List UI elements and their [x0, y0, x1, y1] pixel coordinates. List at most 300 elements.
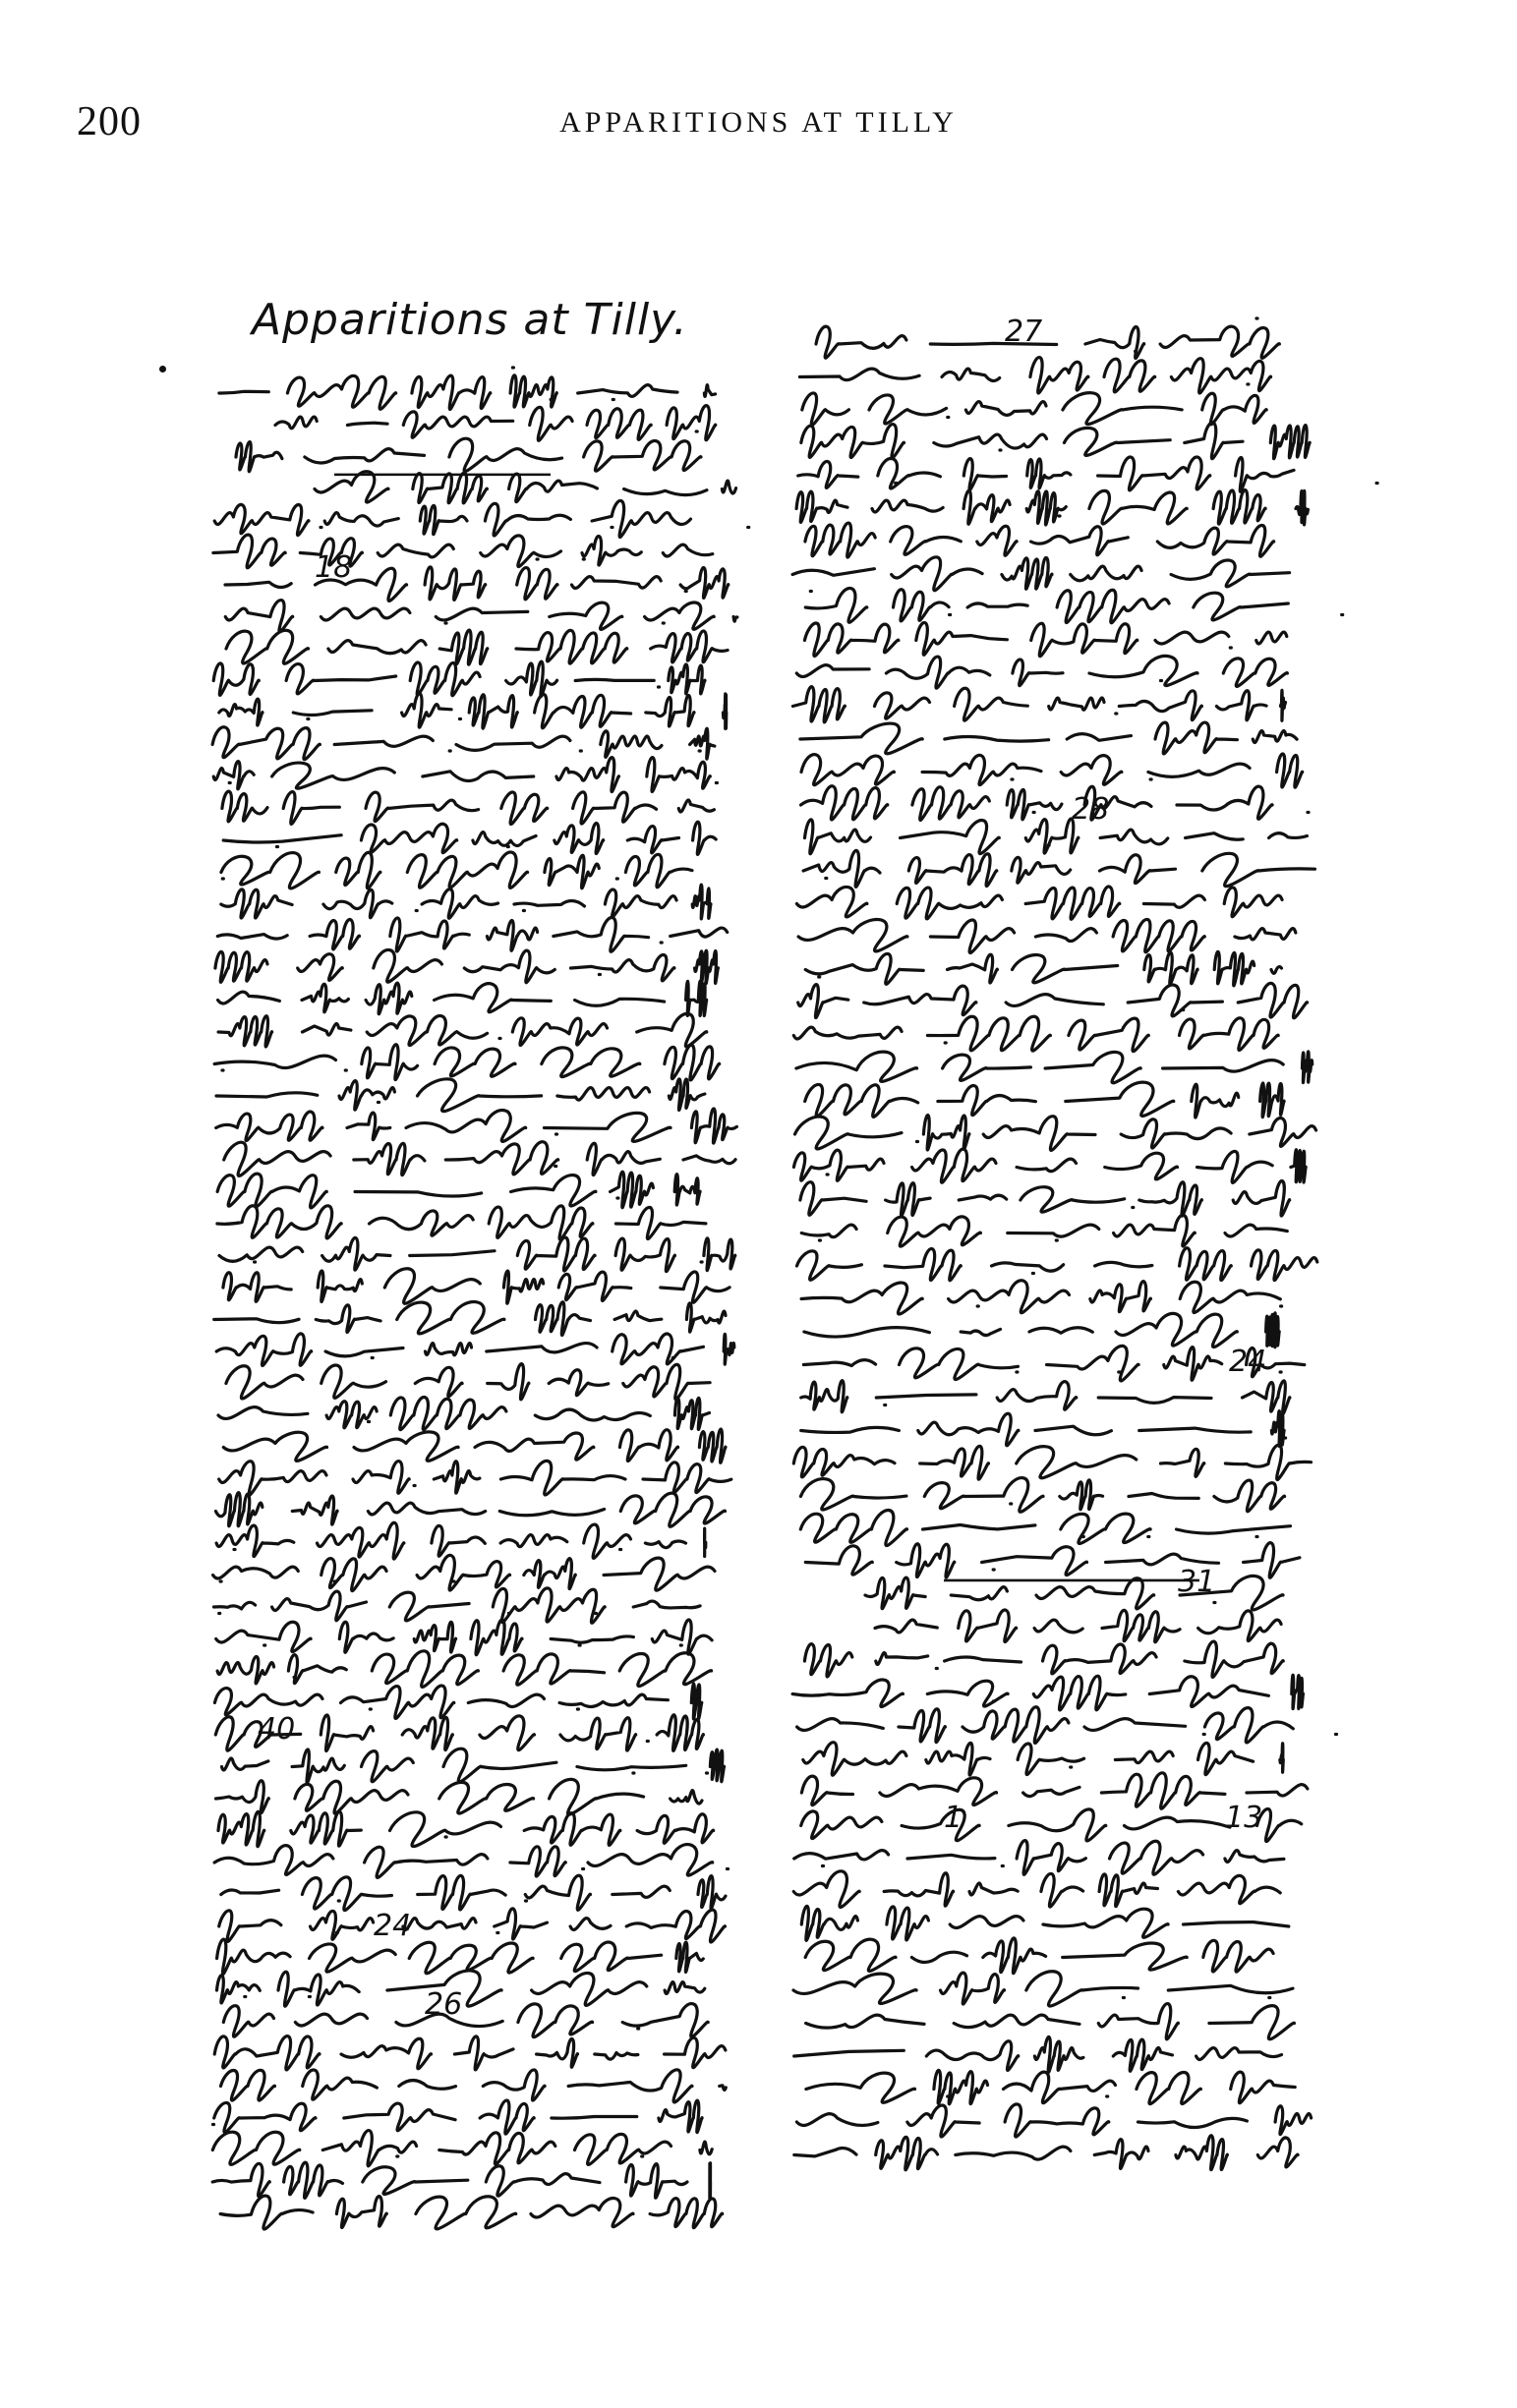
cipher-word — [1185, 1641, 1283, 1677]
cipher-word — [1252, 1250, 1317, 1281]
cipher-word — [615, 1207, 706, 1238]
cipher-word — [545, 855, 599, 888]
cipher-word — [676, 1942, 704, 1972]
cipher-word — [897, 1544, 955, 1577]
cipher-word — [1269, 833, 1308, 838]
cipher-word — [1197, 1151, 1273, 1182]
cipher-word — [1194, 593, 1289, 620]
cipher-word — [321, 1365, 386, 1398]
cipher-word — [695, 950, 719, 984]
cipher-word — [551, 1636, 633, 1642]
cipher-word — [601, 731, 662, 758]
cipher-word — [888, 1217, 981, 1246]
cipher-word — [793, 1871, 859, 1908]
cipher-word — [292, 1496, 337, 1524]
cipher-word — [412, 375, 491, 409]
cipher-word — [584, 1524, 631, 1558]
cipher-word — [390, 1398, 506, 1430]
cipher-word — [236, 442, 282, 472]
cipher-word — [1063, 393, 1182, 425]
entry-number-right-1: 27 — [1005, 315, 1043, 349]
cipher-word — [1104, 359, 1155, 392]
cipher-word — [1178, 1875, 1280, 1903]
cipher-word — [625, 854, 692, 887]
cipher-word — [311, 1911, 374, 1939]
cipher-word — [218, 1407, 308, 1419]
cipher-word — [1257, 1809, 1302, 1842]
cipher-word — [887, 1907, 929, 1940]
cipher-word — [800, 1479, 906, 1510]
cipher-word — [1116, 1313, 1237, 1347]
cipher-word — [414, 1622, 455, 1652]
cipher-word — [1008, 1225, 1099, 1236]
cipher-word — [423, 772, 534, 781]
cipher-word — [1277, 754, 1303, 787]
cipher-word — [792, 569, 874, 576]
cipher-word — [1236, 458, 1294, 492]
cipher-word — [945, 1657, 1021, 1662]
cipher-word — [643, 1462, 731, 1493]
cipher-word — [1260, 1083, 1285, 1118]
cipher-word — [1143, 895, 1204, 907]
cipher-word — [798, 985, 848, 1018]
cipher-word — [406, 1111, 526, 1142]
cipher-word — [897, 888, 1002, 919]
cipher-word — [651, 631, 728, 662]
cipher-word — [796, 2114, 878, 2126]
cipher-word — [215, 1493, 263, 1526]
cipher-word — [218, 1016, 272, 1047]
cipher-word — [1043, 1644, 1157, 1674]
cipher-word — [420, 505, 467, 534]
cipher-word — [1034, 1620, 1082, 1633]
cipher-word — [1121, 1119, 1231, 1148]
cipher-word — [1026, 1972, 1138, 2006]
cipher-word — [434, 1462, 480, 1493]
cipher-word — [535, 695, 631, 728]
cipher-word — [221, 889, 292, 918]
cipher-word — [213, 762, 254, 789]
cipher-word — [487, 920, 537, 950]
cipher-word — [875, 1620, 937, 1633]
cipher-word — [402, 1717, 452, 1749]
cipher-word — [1271, 967, 1282, 974]
cipher-word — [1012, 857, 1071, 883]
cipher-word — [613, 1886, 671, 1897]
cipher-word — [686, 1303, 726, 1332]
cipher-word — [489, 1206, 593, 1239]
cipher-word — [595, 2053, 638, 2060]
cipher-word — [665, 1045, 720, 1080]
cipher-word — [456, 736, 570, 750]
cipher-word — [869, 395, 947, 424]
cipher-word — [425, 567, 486, 601]
cipher-word — [365, 1847, 488, 1877]
cipher-word — [410, 662, 480, 696]
cipher-word — [272, 1591, 367, 1621]
cipher-word — [902, 1809, 979, 1840]
cipher-word — [801, 1906, 857, 1940]
cipher-word — [302, 984, 348, 1012]
cipher-word — [432, 1525, 485, 1556]
cipher-word — [321, 1559, 386, 1591]
cipher-word — [1238, 983, 1307, 1017]
cipher-word — [801, 1283, 922, 1314]
cipher-word — [288, 1655, 346, 1684]
cipher-word — [217, 935, 287, 939]
cipher-word — [959, 1195, 1007, 1200]
cipher-word — [212, 2163, 269, 2196]
cipher-word — [693, 822, 717, 854]
cipher-word — [480, 2100, 534, 2134]
cipher-word — [908, 854, 997, 887]
cipher-word — [798, 462, 858, 488]
cipher-word — [221, 853, 320, 889]
cipher-word — [561, 1942, 662, 1972]
cipher-word — [212, 727, 320, 760]
cipher-word — [372, 1651, 478, 1688]
cipher-word — [573, 792, 657, 824]
cipher-word — [671, 928, 728, 937]
cipher-word — [650, 2199, 723, 2228]
cipher-word — [212, 2132, 299, 2164]
cipher-word — [1035, 929, 1096, 942]
cipher-word — [286, 664, 396, 694]
cipher-word — [1250, 1118, 1316, 1147]
cipher-word — [226, 1366, 303, 1399]
cipher-word — [892, 557, 982, 591]
cipher-word — [486, 2166, 600, 2196]
cipher-word — [422, 889, 498, 919]
cipher-word — [959, 1610, 1017, 1641]
cipher-word — [220, 2196, 313, 2229]
cipher-word — [615, 1238, 674, 1272]
cipher-word — [1303, 1052, 1313, 1083]
cipher-word — [678, 800, 714, 812]
cipher-word — [722, 481, 735, 493]
cipher-word — [1129, 1494, 1198, 1499]
cipher-word — [795, 1117, 903, 1149]
cipher-word — [804, 1328, 930, 1337]
cipher-word — [324, 513, 398, 526]
cipher-word — [298, 954, 343, 981]
cipher-word — [336, 852, 380, 888]
cipher-word — [710, 2163, 711, 2199]
cipher-word — [550, 602, 622, 629]
cipher-word — [1180, 1282, 1280, 1312]
cipher-word — [1106, 1554, 1219, 1565]
cipher-word — [384, 1269, 480, 1304]
cipher-word — [659, 2100, 702, 2132]
cipher-word — [956, 2147, 1071, 2159]
cipher-word — [1009, 1809, 1106, 1841]
cipher-word — [796, 887, 867, 916]
cipher-word — [912, 1149, 996, 1182]
cipher-word — [1209, 2006, 1295, 2039]
cipher-word — [1063, 1943, 1188, 1970]
cipher-word — [876, 1395, 976, 1398]
cipher-word — [705, 1528, 706, 1556]
cipher-word — [416, 2197, 516, 2229]
cipher-word — [587, 1143, 660, 1175]
cipher-word — [1017, 1841, 1085, 1875]
cipher-word — [1064, 428, 1170, 455]
cipher-word — [481, 536, 561, 567]
cipher-word — [983, 1938, 1046, 1974]
cipher-word — [1202, 853, 1315, 886]
cipher-word — [316, 1305, 380, 1333]
cipher-word — [407, 852, 527, 888]
cipher-word — [390, 1812, 501, 1847]
cipher-word — [963, 1707, 1069, 1744]
cipher-word — [322, 1237, 390, 1270]
cipher-word — [318, 1271, 362, 1301]
cipher-word — [217, 1976, 261, 2003]
cipher-word — [464, 950, 554, 983]
cipher-word — [223, 2006, 273, 2036]
cipher-word — [674, 1175, 700, 1205]
cipher-word — [483, 2070, 545, 2100]
cipher-word — [503, 1654, 604, 1685]
cipher-word — [982, 1547, 1087, 1576]
cipher-word — [524, 1559, 576, 1589]
cipher-word — [559, 1694, 668, 1706]
cipher-word — [341, 1686, 454, 1718]
cipher-word — [366, 792, 479, 821]
cipher-word — [370, 1211, 474, 1235]
cipher-word — [690, 728, 715, 759]
cipher-word — [347, 1113, 390, 1140]
cipher-word — [934, 434, 1047, 448]
cipher-word — [1186, 833, 1244, 840]
cipher-word — [368, 1503, 485, 1515]
cipher-word — [665, 1982, 705, 1994]
cipher-word — [570, 1919, 611, 1930]
cipher-word — [1155, 632, 1229, 644]
cipher-word — [622, 2004, 708, 2037]
cipher-word — [691, 1109, 736, 1143]
cipher-word — [517, 568, 557, 600]
cipher-word — [1018, 1744, 1084, 1775]
cipher-word — [217, 1656, 274, 1683]
cipher-word — [885, 1249, 961, 1281]
cipher-word — [710, 1749, 724, 1782]
cipher-word — [292, 1749, 344, 1783]
cipher-word — [575, 679, 654, 680]
cipher-word — [568, 2070, 692, 2102]
entry-number-right-3: 24 — [1229, 1345, 1267, 1379]
cipher-word — [698, 1876, 726, 1909]
cipher-word — [367, 1016, 487, 1046]
cipher-word — [556, 758, 619, 792]
cipher-word — [1266, 1313, 1280, 1347]
cipher-word — [1060, 1480, 1103, 1510]
cipher-word — [575, 2134, 671, 2164]
left-column-cipher-text — [206, 364, 757, 2261]
cipher-word — [1036, 1578, 1154, 1609]
cipher-word — [397, 1302, 504, 1334]
cipher-word — [667, 406, 716, 440]
cipher-word — [1114, 1215, 1196, 1246]
cipher-word — [295, 1781, 408, 1813]
cipher-word — [577, 1765, 686, 1770]
cipher-word — [1125, 1817, 1231, 1829]
cipher-word — [605, 889, 676, 917]
cipher-word — [222, 1758, 268, 1770]
cipher-word — [1099, 1874, 1157, 1907]
cipher-word — [1067, 734, 1131, 741]
cipher-word — [1139, 1182, 1202, 1216]
cipher-word — [796, 1052, 917, 1081]
cipher-word — [435, 1048, 515, 1076]
cipher-word — [499, 1510, 604, 1516]
cipher-word — [1177, 786, 1272, 819]
cipher-word — [930, 920, 1014, 952]
cipher-word — [216, 1112, 322, 1141]
cipher-word — [797, 1251, 862, 1280]
cipher-word — [443, 1749, 556, 1782]
cipher-word — [293, 711, 372, 716]
cipher-word — [1213, 490, 1265, 525]
cipher-word — [1045, 1052, 1140, 1082]
cipher-word — [907, 2105, 979, 2137]
cipher-word — [800, 1510, 906, 1545]
cipher-word — [524, 1813, 620, 1846]
cipher-word — [321, 1715, 373, 1751]
cipher-word — [816, 326, 906, 358]
cipher-word — [353, 1462, 409, 1494]
cipher-word — [506, 661, 557, 697]
cipher-word — [1128, 985, 1222, 1016]
cipher-word — [1017, 1159, 1076, 1172]
cipher-word — [510, 375, 556, 407]
cipher-word — [1155, 722, 1237, 754]
cipher-word — [549, 1370, 609, 1396]
cipher-word — [801, 1225, 856, 1237]
cipher-word — [1157, 526, 1273, 557]
cipher-word — [961, 1329, 1000, 1335]
cipher-word — [1005, 2104, 1109, 2137]
cipher-word — [1235, 929, 1296, 940]
cipher-word — [216, 1093, 318, 1097]
cipher-word — [1202, 393, 1267, 425]
cipher-word — [284, 2162, 343, 2198]
cipher-word — [704, 1238, 735, 1271]
cipher-word — [801, 786, 888, 820]
cipher-word — [417, 1555, 509, 1590]
cipher-word — [924, 1478, 1043, 1513]
cipher-word — [627, 827, 678, 853]
cipher-word — [880, 1778, 997, 1806]
cipher-word — [611, 1172, 654, 1207]
cipher-word — [469, 695, 517, 728]
cipher-word — [793, 1027, 902, 1039]
cipher-word — [485, 503, 570, 536]
cipher-word — [801, 1427, 900, 1432]
cipher-word — [449, 438, 562, 471]
cipher-word — [219, 1247, 303, 1261]
cipher-word — [344, 2103, 455, 2131]
cipher-word — [1244, 1543, 1300, 1578]
cipher-word — [354, 1143, 425, 1175]
cipher-word — [571, 955, 674, 981]
cipher-word — [216, 1334, 312, 1365]
cipher-word — [899, 1709, 945, 1743]
cipher-word — [435, 984, 552, 1012]
cipher-word — [287, 375, 395, 409]
cipher-word — [545, 1113, 671, 1141]
cipher-word — [510, 1847, 565, 1876]
cipher-word — [1101, 1773, 1225, 1808]
cipher-word — [1171, 560, 1290, 587]
cipher-word — [1160, 326, 1279, 358]
cipher-word — [1163, 1061, 1284, 1072]
cipher-word — [403, 1919, 476, 1930]
cipher-word — [347, 423, 387, 425]
cipher-word — [1002, 557, 1052, 589]
cipher-word — [623, 1364, 710, 1399]
entry-number-left-3: 24 — [374, 1909, 412, 1943]
cipher-word — [334, 736, 433, 746]
cipher-word — [792, 687, 845, 722]
cipher-word — [806, 2073, 915, 2102]
cipher-word — [1177, 1526, 1291, 1533]
cipher-word — [390, 918, 470, 951]
cipher-word — [797, 1719, 884, 1731]
cipher-word — [865, 1577, 925, 1609]
cipher-word — [323, 889, 392, 917]
cipher-word — [669, 664, 705, 694]
cipher-word — [624, 489, 707, 495]
cipher-word — [955, 688, 1028, 720]
cipher-word — [1085, 327, 1144, 359]
cipher-word — [1257, 2138, 1298, 2167]
cipher-word — [219, 699, 263, 725]
cipher-word — [415, 1367, 462, 1396]
cipher-word — [410, 1251, 495, 1256]
cipher-word — [339, 1622, 393, 1652]
cipher-word — [1171, 359, 1270, 393]
cipher-word — [445, 1142, 557, 1175]
cipher-word — [413, 473, 488, 503]
cipher-word — [1004, 2072, 1116, 2103]
cipher-word — [945, 737, 1049, 742]
cipher-word — [796, 491, 847, 522]
cipher-word — [620, 1493, 725, 1526]
cipher-word — [1098, 457, 1210, 490]
cipher-word — [341, 2038, 432, 2069]
cipher-word — [221, 2070, 275, 2100]
cipher-word — [916, 622, 1008, 655]
cipher-word — [1233, 1181, 1290, 1217]
cipher-word — [493, 1588, 605, 1623]
cipher-word — [1034, 2036, 1083, 2072]
cipher-word — [542, 1048, 640, 1077]
cipher-word — [283, 792, 339, 825]
cipher-word — [963, 459, 1006, 490]
cipher-word — [637, 1814, 714, 1843]
cipher-word — [480, 1716, 535, 1750]
cipher-word — [1031, 623, 1138, 656]
cipher-word — [310, 920, 359, 949]
cipher-word — [366, 983, 412, 1014]
cipher-word — [1049, 698, 1104, 710]
cipher-word — [1292, 1675, 1304, 1708]
cipher-word — [801, 755, 894, 785]
cipher-word — [671, 1791, 702, 1804]
cipher-word — [1094, 2140, 1148, 2169]
cipher-word — [221, 1890, 279, 1894]
